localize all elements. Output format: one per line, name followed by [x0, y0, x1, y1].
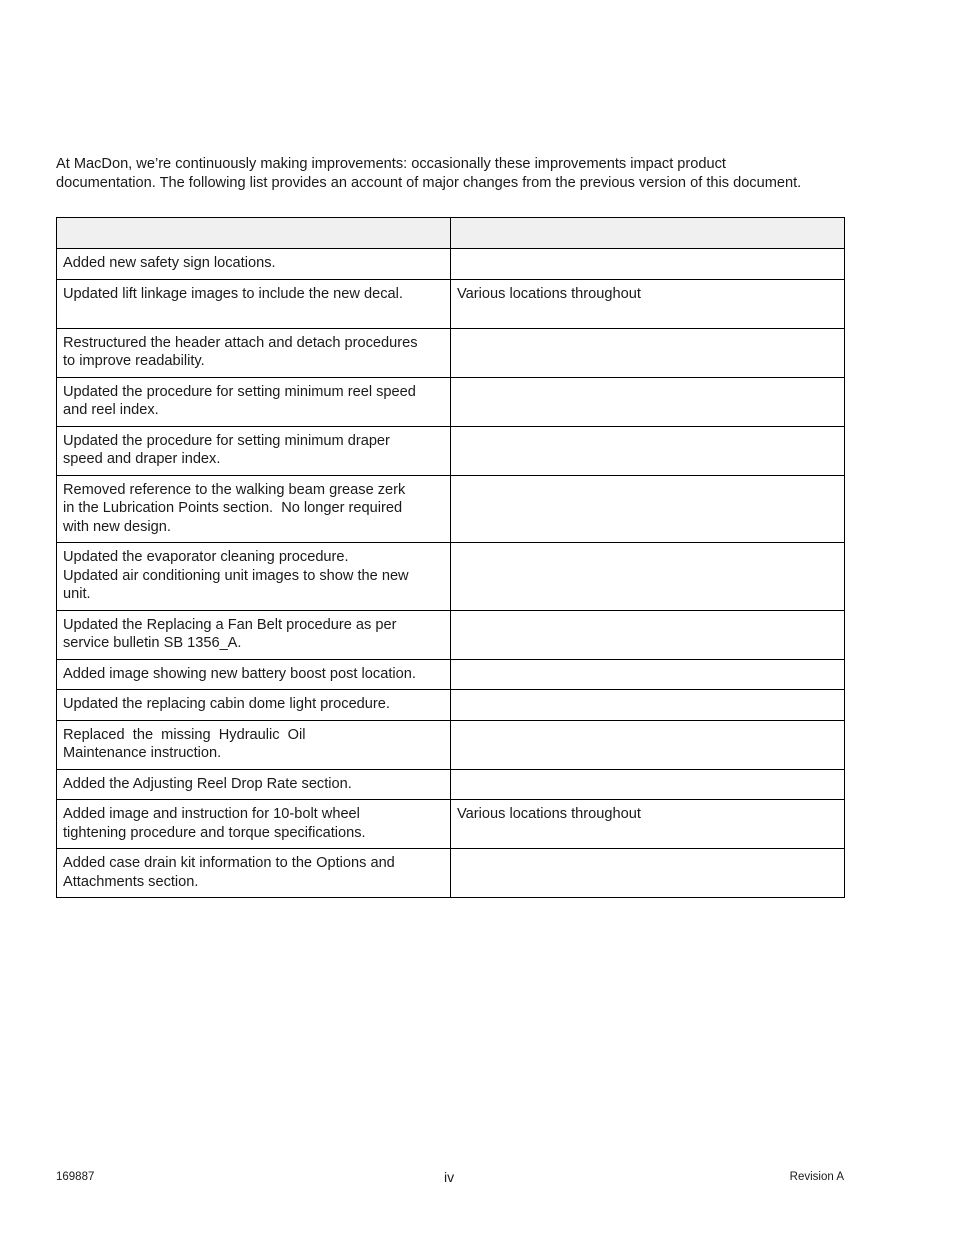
- change-summary-cell: [57, 475, 451, 543]
- location-cell: [451, 720, 845, 769]
- change-summary-line: Updated air conditioning unit images to show the new: [63, 567, 409, 584]
- location-cell: [451, 426, 845, 475]
- table-header-row: [57, 218, 845, 249]
- change-summary-line: Attachments section.: [63, 873, 199, 890]
- change-summary-line: Updated lift linkage images to include the new decal.: [63, 285, 403, 302]
- change-summary-line: Added image showing new battery boost post location.: [63, 665, 416, 682]
- table-row: [57, 769, 845, 800]
- change-summary-cell: [57, 249, 451, 280]
- page-number: iv: [444, 1169, 455, 1185]
- change-summary-cell: [57, 543, 451, 611]
- change-summary-cell: [57, 659, 451, 690]
- change-summary-line: Added new safety sign locations.: [63, 255, 276, 271]
- location-cell: [451, 690, 845, 721]
- change-summary-cell: [57, 690, 451, 721]
- revision-label: Revision A: [789, 1171, 844, 1183]
- change-summary-cell: [57, 328, 451, 377]
- header-cell-location: [451, 218, 845, 249]
- change-summary-line: Updated the replacing cabin dome light procedure.: [63, 696, 390, 712]
- table-row: [57, 328, 845, 377]
- location-cell: [451, 328, 845, 377]
- table-row: [57, 659, 845, 690]
- intro-paragraph: [56, 155, 856, 193]
- change-summary-cell: [57, 426, 451, 475]
- location-cell: [451, 377, 845, 426]
- table-row: [57, 249, 845, 280]
- change-summary-line: Updated the procedure for setting minimum draper: [63, 432, 390, 449]
- change-summary-line: Removed reference to the walking beam grease zerk: [63, 481, 406, 498]
- change-summary-line: Restructured the header attach and detach procedures: [63, 334, 418, 351]
- intro-line-2: documentation. The following list provides an account of major changes from the previous version of this document.: [56, 175, 802, 191]
- location-cell: Various locations throughout: [451, 279, 845, 328]
- header-cell-summary: [57, 218, 451, 249]
- change-summary-line: and reel index.: [63, 402, 159, 418]
- change-summary-cell: [57, 610, 451, 659]
- change-summary-line: Updated the evaporator cleaning procedure.: [63, 549, 349, 565]
- location-cell: [451, 249, 845, 280]
- table-row: [57, 849, 845, 898]
- change-summary-cell: [57, 769, 451, 800]
- table-row: [57, 610, 845, 659]
- document-number: 169887: [56, 1171, 95, 1183]
- table-row: [57, 279, 845, 328]
- change-summary-table: [56, 217, 845, 898]
- change-summary-cell: [57, 800, 451, 849]
- change-summary-line: Added case drain kit information to the Options and: [63, 855, 395, 871]
- change-summary-line: Added image and instruction for 10-bolt wheel: [63, 806, 360, 822]
- table-row: [57, 720, 845, 769]
- location-cell: Various locations throughout: [451, 800, 845, 849]
- location-cell: [451, 475, 845, 543]
- change-summary-cell: [57, 849, 451, 898]
- location-cell: [451, 610, 845, 659]
- location-cell: [451, 769, 845, 800]
- change-summary-line: tightening procedure and torque specifications.: [63, 824, 366, 841]
- change-summary-cell: [57, 279, 451, 328]
- change-summary-line: Added the Adjusting Reel Drop Rate section.: [63, 775, 352, 792]
- table-row: [57, 426, 845, 475]
- location-cell: [451, 543, 845, 611]
- change-summary-line: Replaced the missing Hydraulic Oil: [63, 726, 306, 743]
- change-summary-line: with new design.: [63, 518, 171, 535]
- change-summary-line: to improve readability.: [63, 353, 205, 369]
- change-summary-line: speed and draper index.: [63, 451, 221, 467]
- table-row: [57, 690, 845, 721]
- change-summary-cell: [57, 377, 451, 426]
- change-summary-line: Updated the Replacing a Fan Belt procedure as per: [63, 616, 397, 633]
- change-summary-line: service bulletin SB 1356_A.: [63, 635, 242, 651]
- change-summary-line: in the Lubrication Points section. No longer required: [63, 500, 403, 516]
- change-summary-line: unit.: [63, 586, 91, 602]
- table-row: [57, 800, 845, 849]
- table-row: [57, 475, 845, 543]
- table-row: [57, 543, 845, 611]
- change-summary-line: Maintenance instruction.: [63, 745, 222, 761]
- change-summary-cell: [57, 720, 451, 769]
- table-body: [57, 249, 845, 898]
- table-row: [57, 377, 845, 426]
- change-summary-line: Updated the procedure for setting minimum reel speed: [63, 383, 416, 400]
- intro-line-1: At MacDon, we’re continuously making improvements: occasionally these improvements impact product: [56, 156, 726, 172]
- location-cell: [451, 849, 845, 898]
- location-cell: [451, 659, 845, 690]
